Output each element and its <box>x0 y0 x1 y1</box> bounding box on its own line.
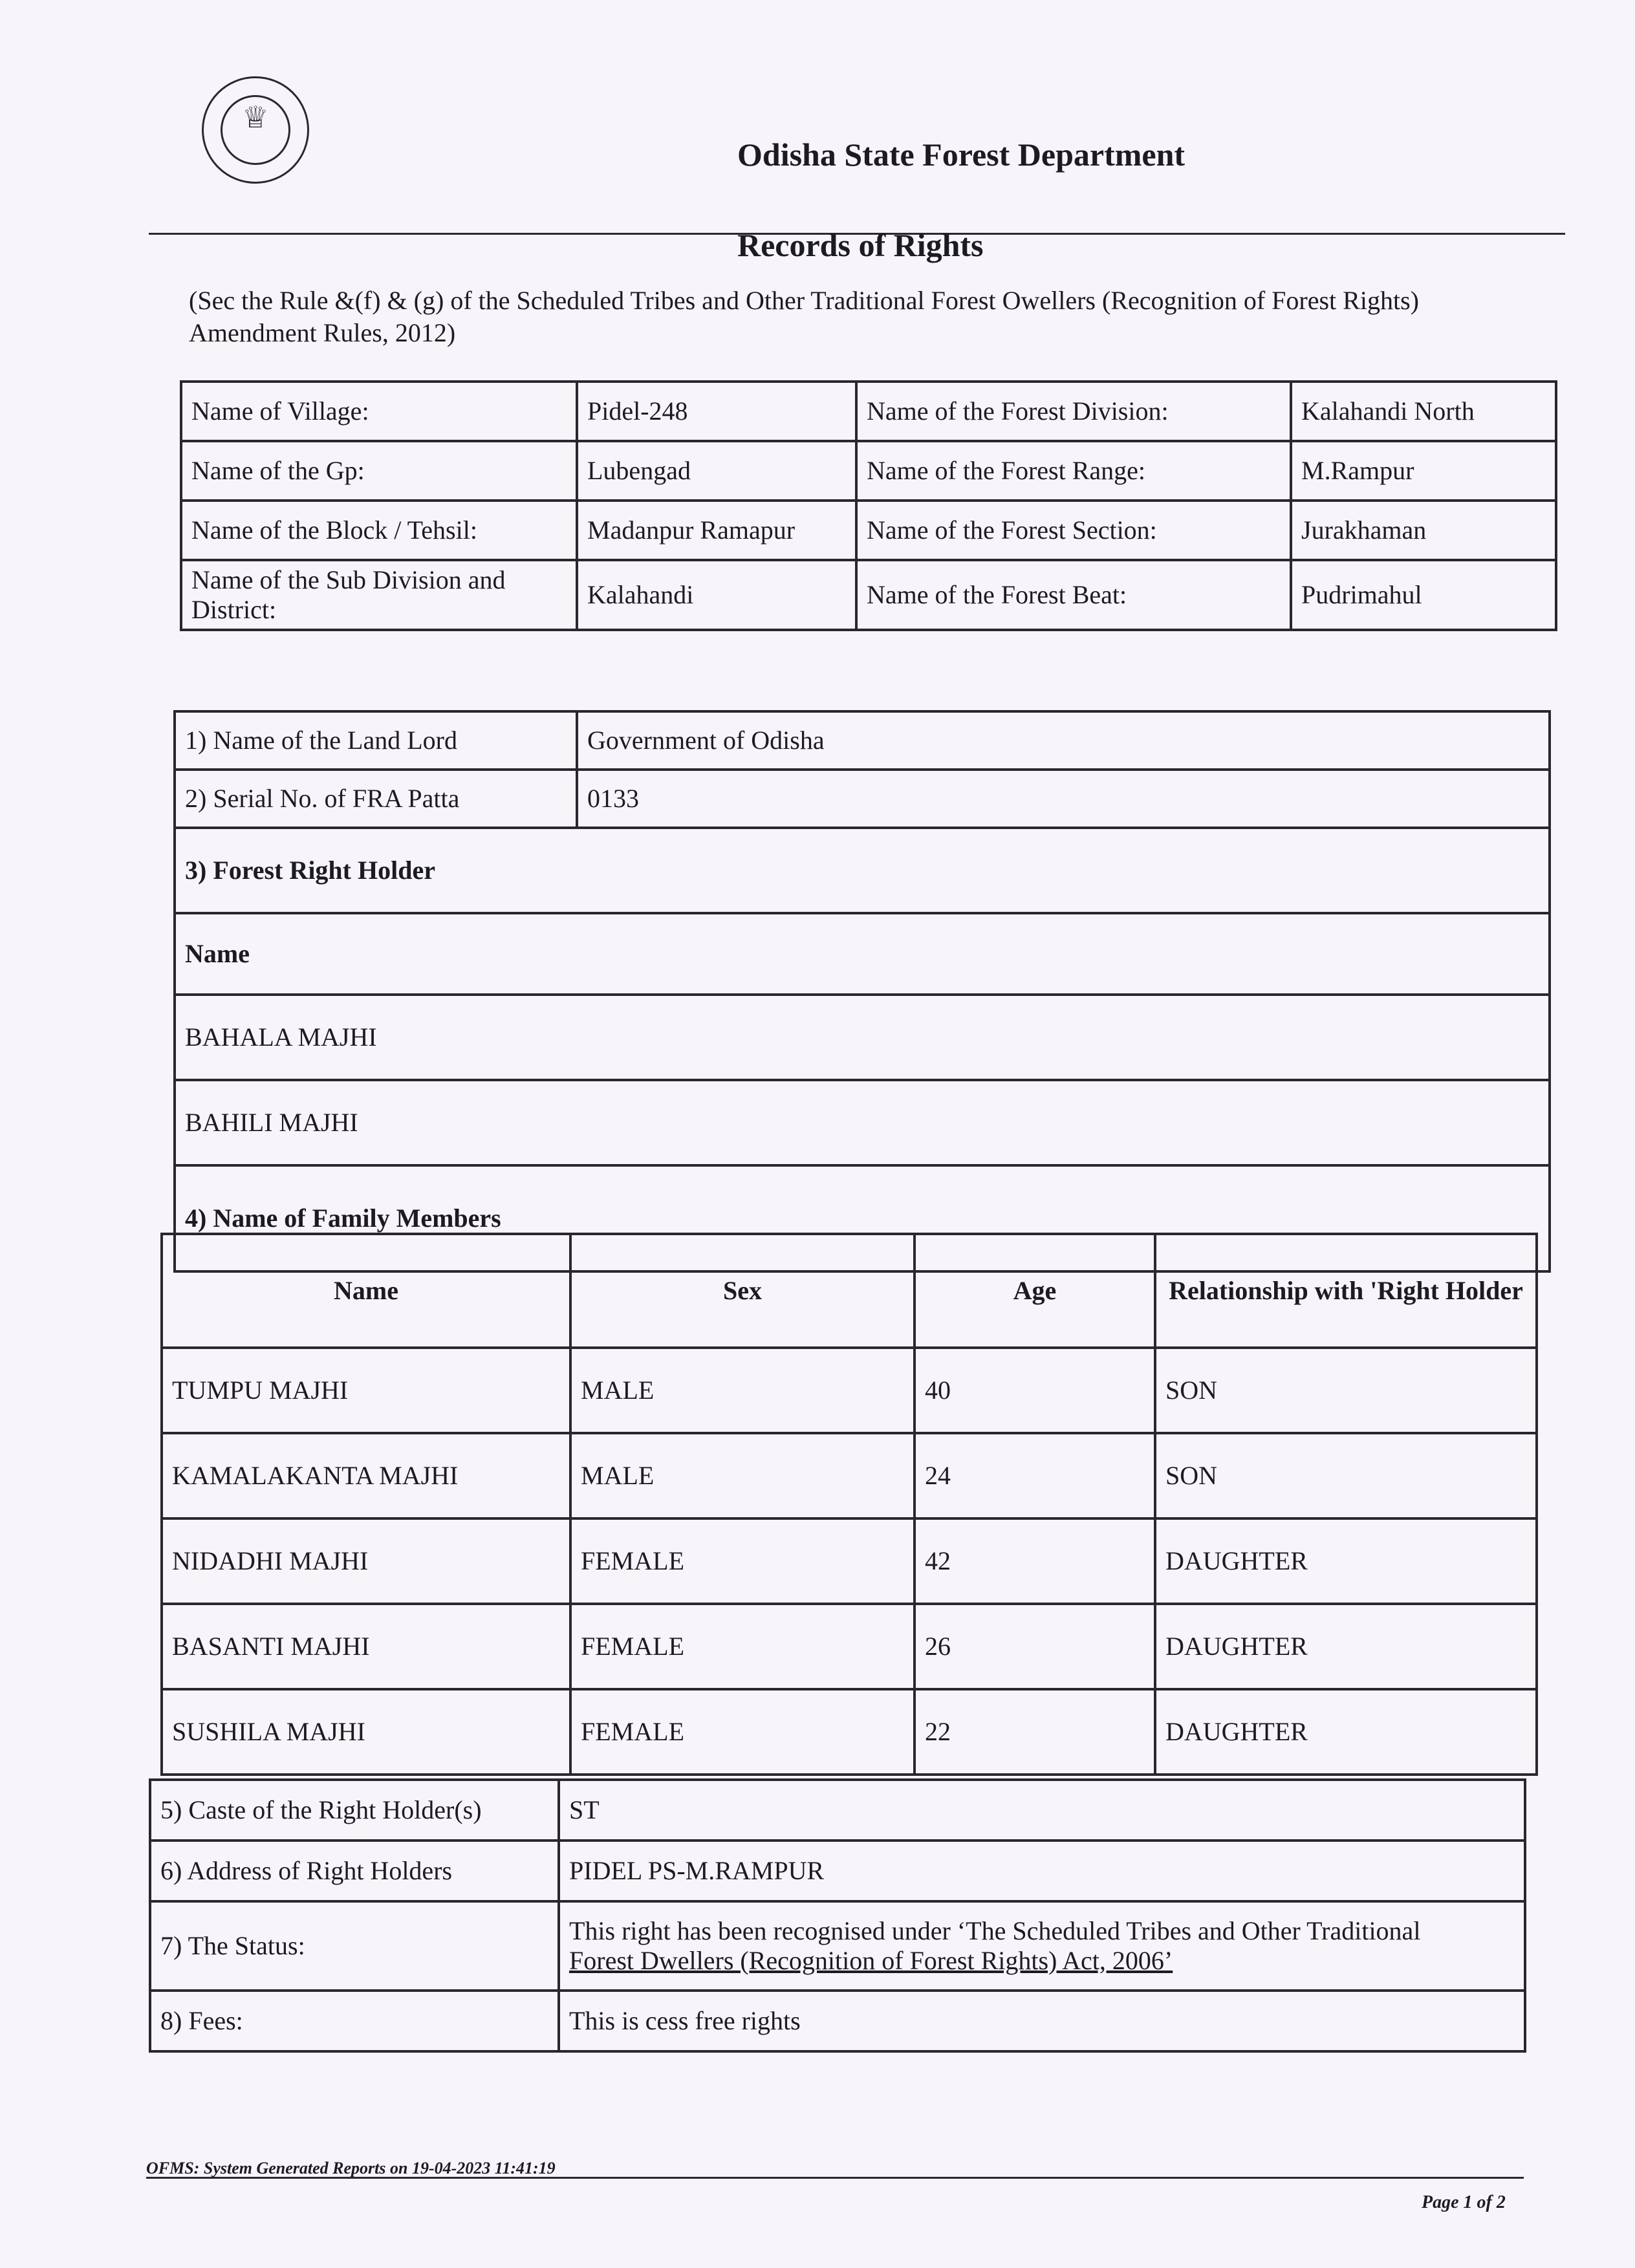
address-label: 6) Address of Right Holders <box>150 1841 559 1901</box>
village-label: Name of Village: <box>181 382 577 441</box>
member-name: BASANTI MAJHI <box>162 1604 570 1689</box>
name-heading: Name <box>175 913 1550 995</box>
table-row <box>162 1604 1537 1689</box>
col-relation-header: Relationship with 'Right Holder <box>1155 1234 1537 1348</box>
block-value: Madanpur Ramapur <box>577 501 856 560</box>
member-name: KAMALAKANTA MAJHI <box>162 1433 570 1518</box>
forest-range-label: Name of the Forest Range: <box>856 441 1291 501</box>
holder-row <box>175 995 1550 1080</box>
status-line-2: Forest Dwellers (Recognition of Forest Rights) Act, 2006’ <box>569 1946 1173 1975</box>
lion-emblem-glyph: ♕ <box>242 101 269 134</box>
member-name: NIDADHI MAJHI <box>162 1518 570 1604</box>
state-emblem-icon <box>202 76 309 184</box>
member-name: SUSHILA MAJHI <box>162 1689 570 1775</box>
location-row <box>181 441 1556 501</box>
table-row <box>162 1348 1537 1433</box>
serial-label: 2) Serial No. of FRA Patta <box>175 770 577 828</box>
subdivision-value: Kalahandi <box>577 560 856 630</box>
location-row <box>181 501 1556 560</box>
status-line-1: This right has been recognised under ‘The Scheduled Tribes and Other Traditional <box>569 1916 1421 1945</box>
holder-name: BAHALA MAJHI <box>175 995 1550 1080</box>
footer-divider <box>146 2177 1524 2179</box>
member-relation: SON <box>1155 1433 1537 1518</box>
fees-label: 8) Fees: <box>150 1991 559 2051</box>
status-value <box>559 1901 1525 1991</box>
forest-beat-value: Pudrimahul <box>1291 560 1556 630</box>
col-sex-header: Sex <box>570 1234 915 1348</box>
village-value: Pidel-248 <box>577 382 856 441</box>
member-sex: MALE <box>570 1433 915 1518</box>
col-age-header: Age <box>915 1234 1155 1348</box>
serial-row <box>175 770 1550 828</box>
member-age: 26 <box>915 1604 1155 1689</box>
gp-label: Name of the Gp: <box>181 441 577 501</box>
location-row <box>181 560 1556 630</box>
forest-division-label: Name of the Forest Division: <box>856 382 1291 441</box>
member-relation: DAUGHTER <box>1155 1518 1537 1604</box>
subdivision-label: Name of the Sub Division and District: <box>181 560 577 630</box>
serial-value: 0133 <box>577 770 1550 828</box>
member-relation: DAUGHTER <box>1155 1689 1537 1775</box>
name-heading-row <box>175 913 1550 995</box>
family-members-table <box>160 1233 1538 1776</box>
page-number: Page 1 of 2 <box>1422 2192 1506 2212</box>
table-row <box>162 1689 1537 1775</box>
table-row <box>162 1518 1537 1604</box>
member-sex: FEMALE <box>570 1518 915 1604</box>
holder-heading: 3) Forest Right Holder <box>175 828 1550 913</box>
member-sex: FEMALE <box>570 1689 915 1775</box>
family-heading: 4) Name of Family Members <box>175 1165 1550 1271</box>
member-age: 22 <box>915 1689 1155 1775</box>
address-row <box>150 1841 1525 1901</box>
gp-value: Lubengad <box>577 441 856 501</box>
member-sex: MALE <box>570 1348 915 1433</box>
generated-timestamp: OFMS: System Generated Reports on 19-04-2023 11:41:19 <box>146 2159 556 2177</box>
landlord-value: Government of Odisha <box>577 711 1550 770</box>
caste-label: 5) Caste of the Right Holder(s) <box>150 1780 559 1841</box>
forest-division-value: Kalahandi North <box>1291 382 1556 441</box>
member-age: 40 <box>915 1348 1155 1433</box>
department-title: Odisha State Forest Department <box>737 136 1186 173</box>
table-row <box>162 1433 1537 1518</box>
address-value: PIDEL PS-M.RAMPUR <box>559 1841 1525 1901</box>
status-label: 7) The Status: <box>150 1901 559 1991</box>
caste-value: ST <box>559 1780 1525 1841</box>
member-name: TUMPU MAJHI <box>162 1348 570 1433</box>
holder-row <box>175 1080 1550 1165</box>
location-table <box>180 380 1557 631</box>
holder-heading-row <box>175 828 1550 913</box>
forest-section-label: Name of the Forest Section: <box>856 501 1291 560</box>
member-sex: FEMALE <box>570 1604 915 1689</box>
forest-range-value: M.Rampur <box>1291 441 1556 501</box>
rule-reference: (Sec the Rule &(f) & (g) of the Scheduled Tribes and Other Traditional Forest Owellers (Recognition of Forest Rights) Amendment Rules, 2012) <box>189 286 1419 347</box>
fees-row <box>150 1991 1525 2051</box>
landlord-label: 1) Name of the Land Lord <box>175 711 577 770</box>
col-name-header: Name <box>162 1234 570 1348</box>
caste-row <box>150 1780 1525 1841</box>
details-table <box>149 1778 1526 2053</box>
fees-value: This is cess free rights <box>559 1991 1525 2051</box>
location-row <box>181 382 1556 441</box>
member-relation: DAUGHTER <box>1155 1604 1537 1689</box>
member-age: 24 <box>915 1433 1155 1518</box>
forest-section-value: Jurakhaman <box>1291 501 1556 560</box>
status-row <box>150 1901 1525 1991</box>
family-header-row <box>162 1234 1537 1348</box>
document-title: Records of Rights <box>737 227 984 263</box>
forest-beat-label: Name of the Forest Beat: <box>856 560 1291 630</box>
block-label: Name of the Block / Tehsil: <box>181 501 577 560</box>
right-holder-table <box>173 710 1551 1273</box>
member-relation: SON <box>1155 1348 1537 1433</box>
member-age: 42 <box>915 1518 1155 1604</box>
landlord-row <box>175 711 1550 770</box>
holder-name: BAHILI MAJHI <box>175 1080 1550 1165</box>
